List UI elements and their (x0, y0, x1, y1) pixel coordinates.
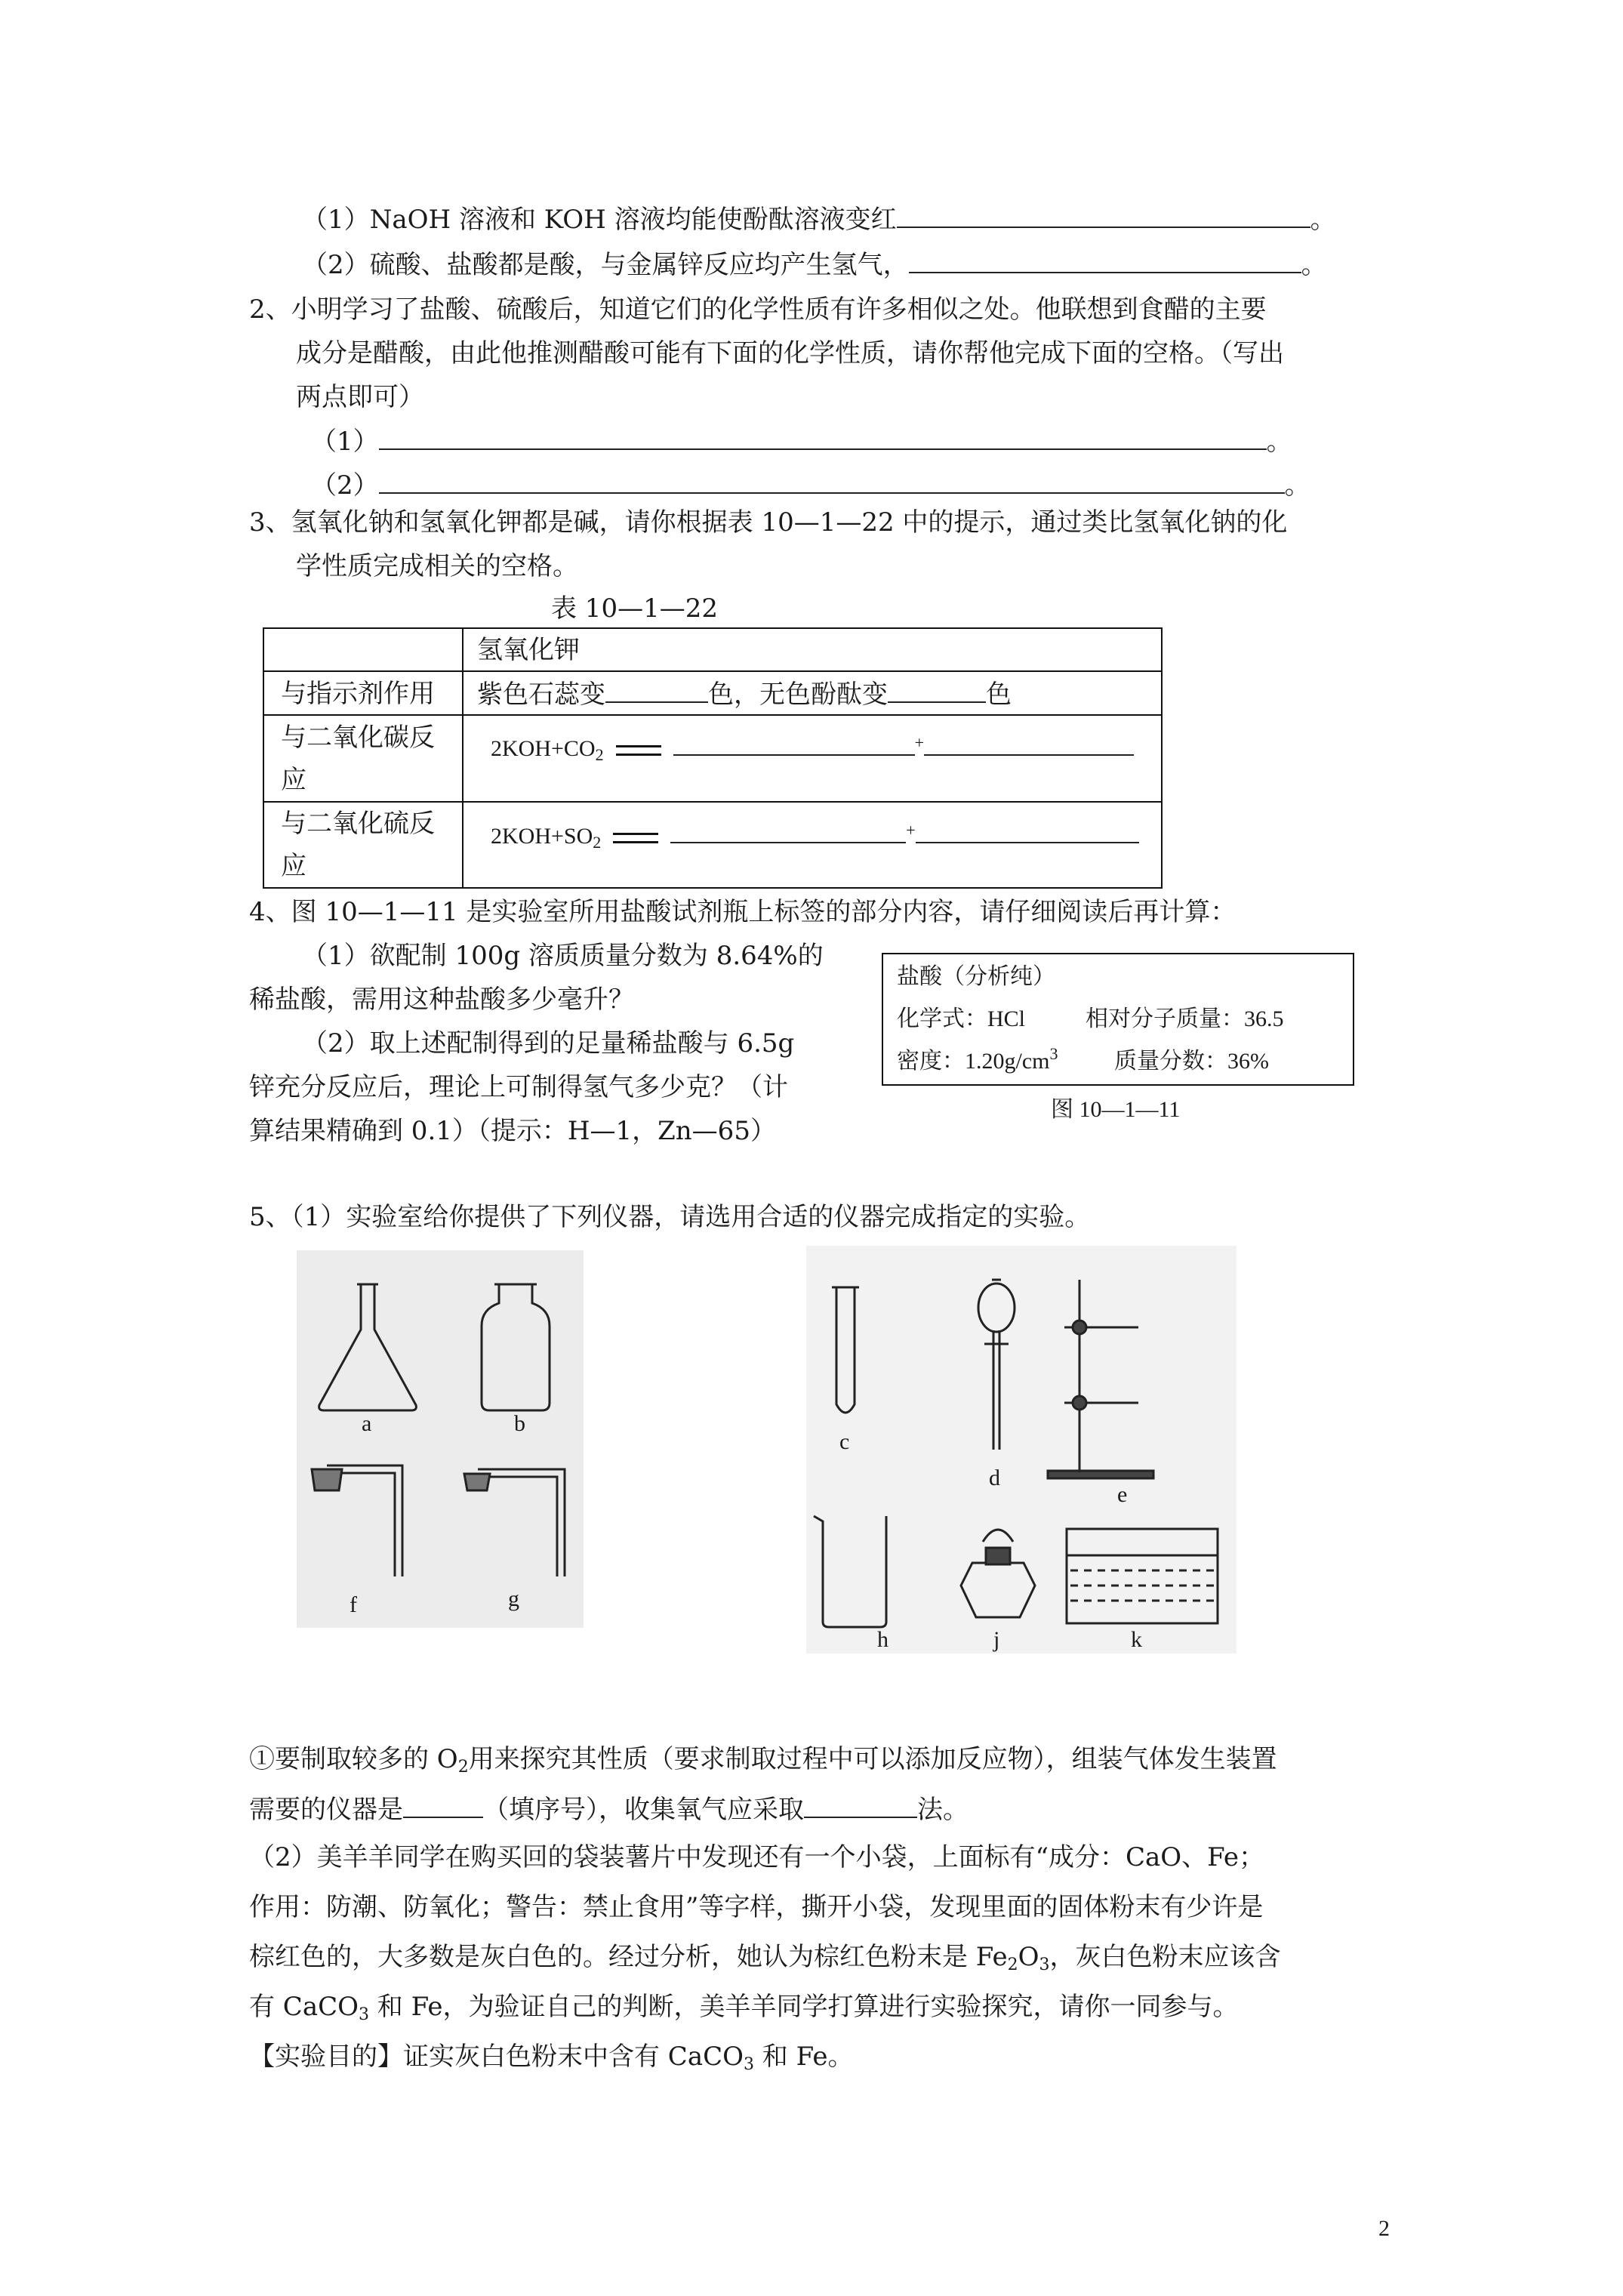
density-text: 密度：1.20g/cm (897, 1049, 1050, 1074)
instrument-label-e: e (1117, 1482, 1128, 1507)
plus-sign: + (914, 733, 925, 752)
q2-line3: 两点即可） (296, 382, 424, 412)
q5-p2-text-a: 棕红色的，大多数是灰白色的。经过分析，她认为棕红色粉末是 Fe (249, 1942, 1008, 1972)
instrument-label-h: h (877, 1627, 888, 1652)
q4-line1: 4、图 10—1—11 是实验室所用盐酸试剂瓶上标签的部分内容，请仔细阅读后再计算： (249, 897, 1236, 927)
caco3-sub-2: 3 (743, 2055, 754, 2074)
q2-item2-label: （2） (311, 470, 379, 501)
instrument-label-j: j (993, 1627, 1000, 1652)
row1-content (477, 679, 1012, 710)
beaker-icon (814, 1516, 886, 1627)
reagent-label-formula: 化学式：HCl (897, 1006, 1026, 1031)
row2-label-line2: 应 (281, 765, 306, 795)
apparatus-figure-left (297, 1250, 584, 1628)
q5-p2-text-d: 有 CaCO (249, 1992, 359, 2022)
reagent-label-mass-fraction: 质量分数：36% (1114, 1049, 1269, 1074)
q2-item1-end: 。 (1266, 427, 1292, 457)
q5-part2-line3 (249, 1942, 1281, 1973)
q2-line1: 2、小明学习了盐酸、硫酸后，知道它们的化学性质有许多相似之处。他联想到食醋的主要 (249, 294, 1267, 325)
table-row-divider (264, 714, 1161, 716)
conical-flask-icon (319, 1284, 417, 1410)
q4-part2-line3: 算结果精确到 0.1）（提示：H—1，Zn—65） (249, 1116, 776, 1146)
q5-part1-line2 (249, 1794, 969, 1826)
so2-product-blank-2[interactable] (916, 824, 1139, 843)
apparatus-left-drawing (297, 1250, 584, 1628)
q2-item1-label: （1） (311, 427, 379, 457)
fe2o3-sub-1: 2 (1007, 1955, 1018, 1974)
instrument-label-g: g (508, 1586, 519, 1611)
reagent-label (882, 953, 1354, 1086)
row1-label: 与指示剂作用 (281, 679, 435, 709)
q5-p1-text-d: （填序号），收集氧气应采取 (483, 1795, 804, 1825)
separatory-funnel-icon (978, 1284, 1015, 1332)
q3-line1: 3、氢氧化钠和氢氧化钾都是碱，请你根据表 10—1—22 中的提示，通过类比氢氧化钠的化 (249, 507, 1288, 538)
q4-part1-line2: 稀盐酸，需用这种盐酸多少毫升？ (249, 985, 634, 1015)
q4-part2-line1: （2）取上述配制得到的足量稀盐酸与 6.5g (302, 1028, 795, 1059)
q5-part2-line2: 作用：防潮、防氧化；警告：禁止食用”等字样，撕开小袋，发现里面的固体粉末有少许是 (249, 1892, 1264, 1922)
q1-line2-end: 。 (1301, 250, 1327, 280)
phenolphthalein-color-blank[interactable] (888, 679, 986, 703)
q5-part2-line4 (249, 1992, 1238, 2023)
instrument-label-d: d (989, 1465, 1000, 1490)
q2-item2-end: 。 (1284, 470, 1310, 501)
q5-p1-text-a: ①要制取较多的 O (249, 1744, 458, 1774)
q5-p1-text-b: 用来探究其性质（要求制取过程中可以添加反应物），组装气体发生装置 (468, 1744, 1277, 1774)
row3-formula: 2KOH+SO (491, 824, 593, 849)
q3-line2: 学性质完成相关的空格。 (296, 551, 578, 581)
q1-line1 (302, 204, 1336, 236)
q5-line1: 5、（1）实验室给你提供了下列仪器，请选用合适的仪器完成指定的实验。 (249, 1202, 1091, 1232)
row2-formula: 2KOH+CO (491, 736, 596, 761)
q2-item1 (311, 426, 1292, 458)
delivery-tube-g-icon (478, 1469, 565, 1576)
table-column-divider (462, 629, 463, 887)
row1-text-b: 色，无色酚酞变 (708, 680, 888, 710)
instrument-label-c: c (839, 1429, 850, 1454)
q5-p1-text-e: 法。 (917, 1795, 969, 1825)
equals-sign (613, 833, 658, 843)
q5-p2-text-c: ，灰白色粉末应该含 (1049, 1942, 1281, 1972)
instrument-label-b: b (514, 1411, 525, 1436)
reagent-label-molar-mass: 相对分子质量：36.5 (1086, 1006, 1284, 1031)
row3-label-line2: 应 (281, 851, 306, 881)
apparatus-figure-right (806, 1246, 1236, 1653)
instrument-label-f: f (350, 1592, 357, 1617)
q5-p3-text-a: 【实验目的】证实灰白色粉末中含有 CaCO (249, 2042, 744, 2072)
row3-equation (491, 821, 1139, 850)
co2-product-blank-1[interactable] (673, 736, 915, 756)
q5-p3-text-b: 和 Fe。 (753, 2042, 854, 2072)
q5-part2-line1: （2）美羊羊同学在购买回的袋装薯片中发现还有一个小袋，上面标有“成分：CaO、Fe； (249, 1842, 1265, 1872)
figure-caption: 图 10—1—11 (1051, 1097, 1181, 1122)
reagent-label-density (897, 1044, 1058, 1075)
q5-p2-text-b: O (1018, 1942, 1039, 1972)
so2-product-blank-1[interactable] (670, 824, 906, 843)
row2-formula-sub: 2 (595, 745, 604, 764)
row3-formula-sub: 2 (593, 833, 602, 852)
reagent-label-title: 盐酸（分析纯） (897, 964, 1055, 989)
q1-answer-blank-2[interactable] (909, 249, 1301, 273)
q5-experiment-purpose (249, 2042, 853, 2073)
apparatus-right-drawing (806, 1246, 1236, 1653)
table-header-koh: 氢氧化钾 (477, 635, 580, 665)
collection-method-blank[interactable] (804, 1794, 917, 1818)
stopper-f-icon (312, 1469, 342, 1490)
fe2o3-sub-2: 3 (1039, 1955, 1050, 1974)
instrument-label-k: k (1131, 1627, 1142, 1652)
q2-line2: 成分是醋酸，由此他推测醋酸可能有下面的化学性质，请你帮他完成下面的空格。（写出 (296, 338, 1284, 368)
row2-label-line1: 与二氧化碳反 (281, 723, 435, 753)
plus-sign: + (906, 821, 916, 840)
page-number: 2 (1378, 2216, 1390, 2241)
o2-sub: 2 (457, 1758, 469, 1777)
density-sup: 3 (1049, 1044, 1058, 1063)
row1-text-c: 色 (986, 680, 1012, 710)
q4-part2-line2: 锌充分反应后，理论上可制得氢气多少克？（计 (249, 1072, 788, 1102)
test-tube-icon (836, 1287, 855, 1413)
litmus-color-blank[interactable] (605, 679, 708, 703)
row3-label-line1: 与二氧化硫反 (281, 809, 435, 839)
q1-line1-text: （1）NaOH 溶液和 KOH 溶液均能使酚酞溶液变红 (302, 205, 897, 235)
q5-p2-text-e: 和 Fe，为验证自己的判断，美羊羊同学打算进行实验探究，请你一同参与。 (368, 1992, 1239, 2022)
reagent-bottle-icon (482, 1284, 550, 1410)
q2-item2 (311, 470, 1310, 501)
co2-product-blank-2[interactable] (924, 736, 1134, 756)
table-row-divider (264, 670, 1161, 672)
q1-line2 (302, 249, 1327, 281)
row1-text-a: 紫色石蕊变 (477, 680, 605, 710)
row2-equation (491, 733, 1134, 763)
apparatus-answer-blank[interactable] (403, 1794, 483, 1818)
q2-answer-blank-2[interactable] (379, 470, 1285, 494)
table-caption: 表 10—1—22 (551, 593, 718, 624)
q2-answer-blank-1[interactable] (379, 426, 1267, 450)
instrument-label-a: a (362, 1411, 372, 1436)
caco3-sub: 3 (358, 2005, 369, 2024)
q1-answer-blank-1[interactable] (897, 204, 1310, 228)
q1-line1-end: 。 (1310, 205, 1336, 235)
koh-properties-table (263, 627, 1163, 889)
stopper-g-icon (464, 1474, 490, 1490)
equals-sign (616, 745, 661, 756)
table-row-divider (264, 801, 1161, 803)
q5-part1-line1 (249, 1744, 1277, 1775)
water-trough-icon (1067, 1529, 1218, 1623)
q1-line2-text: （2）硫酸、盐酸都是酸，与金属锌反应均产生氢气， (302, 250, 909, 280)
q4-part1-line1: （1）欲配制 100g 溶质质量分数为 8.64%的 (302, 941, 824, 971)
alcohol-lamp-icon (961, 1563, 1035, 1617)
iron-stand-icon (1048, 1471, 1153, 1478)
q5-p1-text-c: 需要的仪器是 (249, 1795, 403, 1825)
